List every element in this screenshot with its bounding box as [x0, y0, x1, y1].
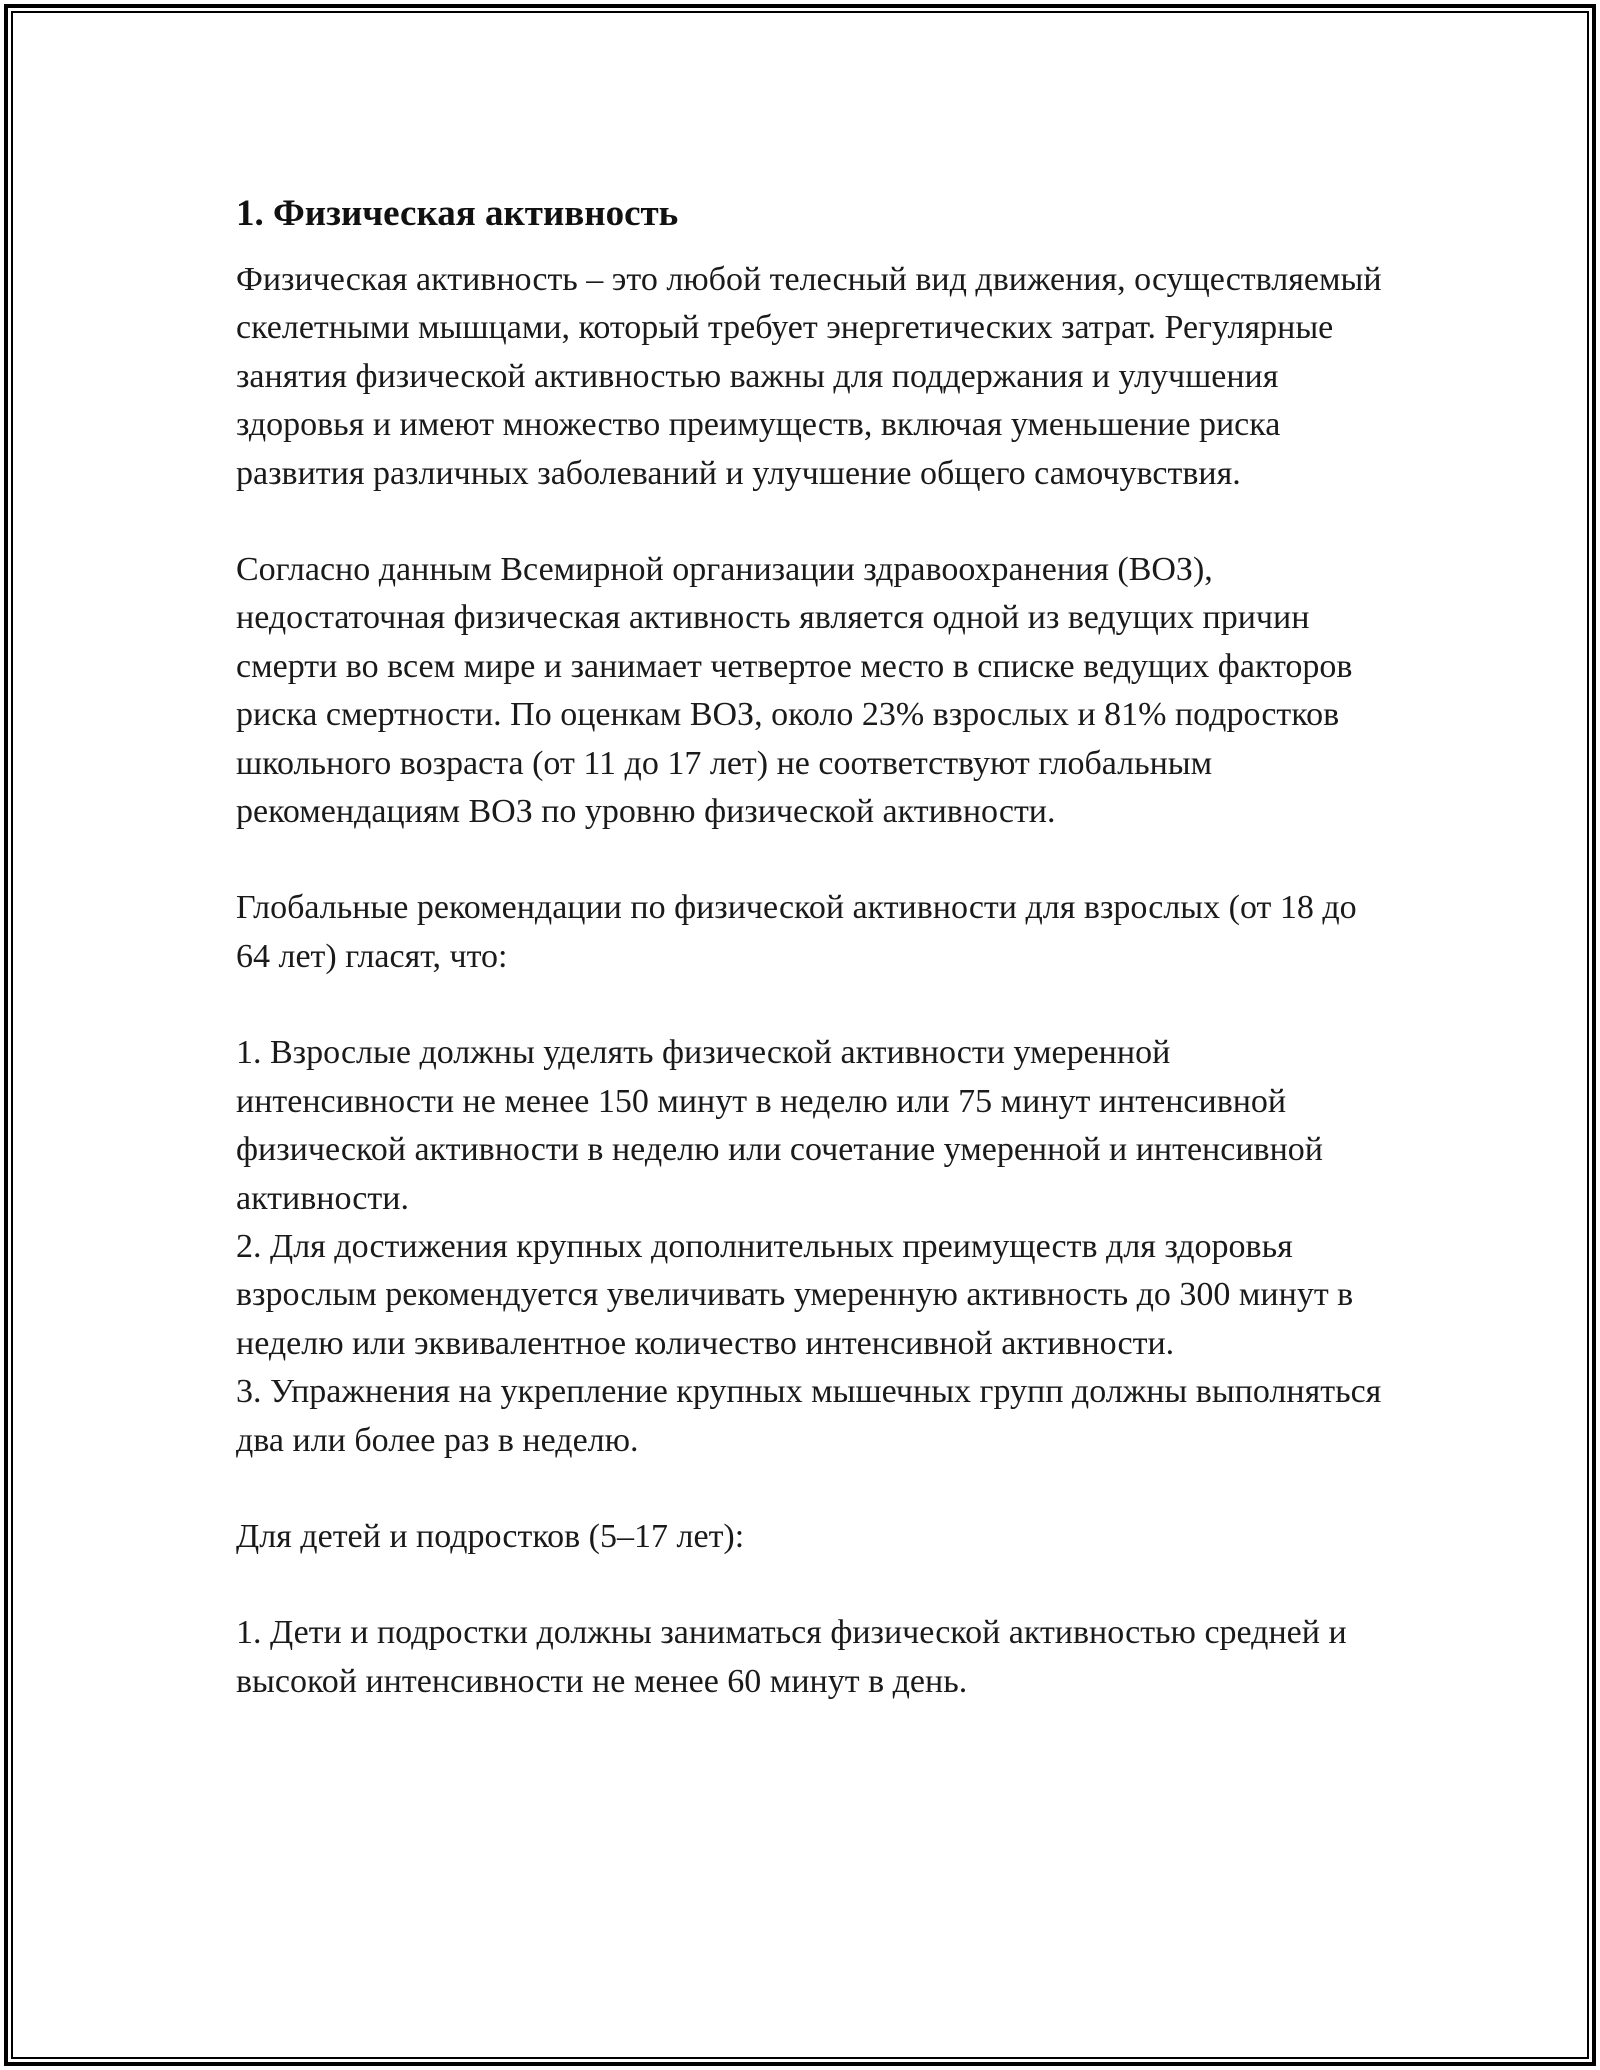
list-item: 1. Дети и подростки должны заниматься физической активностью средней и высокой интенсивности не менее 60 минут в день. — [236, 1614, 1347, 1700]
adult-recommendations-list — [236, 1029, 1386, 1465]
section-heading: 1. Физическая активность — [236, 193, 679, 234]
list-item: 2. Для достижения крупных дополнительных преимуществ для здоровья взрослым рекомендуется увеличивать умеренную активность до 300 минут в неделю или эквивалентное количество интенсивной активности. — [236, 1227, 1354, 1362]
list-item: 1. Взрослые должны уделять физической активности умеренной интенсивности не менее 150 минут в неделю или 75 минут интенсивной физической активности в неделю или сочетание умеренной и интенсивной активности. — [236, 1034, 1323, 1217]
document-body — [236, 186, 1386, 1706]
paragraph-adult-guidelines-intro: Глобальные рекомендации по физической активности для взрослых (от 18 до 64 лет) гласят, что: — [236, 889, 1357, 975]
paragraph-children-intro: Для детей и подростков (5–17 лет): — [236, 1517, 745, 1555]
paragraph-who-statistics: Согласно данным Всемирной организации здравоохранения (ВОЗ), недостаточная физическая активность является одной из ведущих причин смерти во всем мире и занимает четвертое место в списке ведущих факторов риска смертности. По оценкам ВОЗ, около 23% взрослых и 81% подростков школьного возраста (от 11 до 17 лет) не соответствуют глобальным рекомендациям ВОЗ по уровню физической активности. — [236, 551, 1353, 831]
children-recommendations-list — [236, 1609, 1386, 1706]
list-item: 3. Упражнения на укрепление крупных мышечных групп должны выполняться два или более раз в неделю. — [236, 1373, 1382, 1459]
paragraph-definition: Физическая активность – это любой телесный вид движения, осуществляемый скелетными мышцами, который требует энергетических затрат. Регулярные занятия физической активностью важны для поддержания и улучшения здоровья и имеют множество преимуществ, включая уменьшение риска развития различных заболеваний и улучшение общего самочувствия. — [236, 261, 1382, 492]
